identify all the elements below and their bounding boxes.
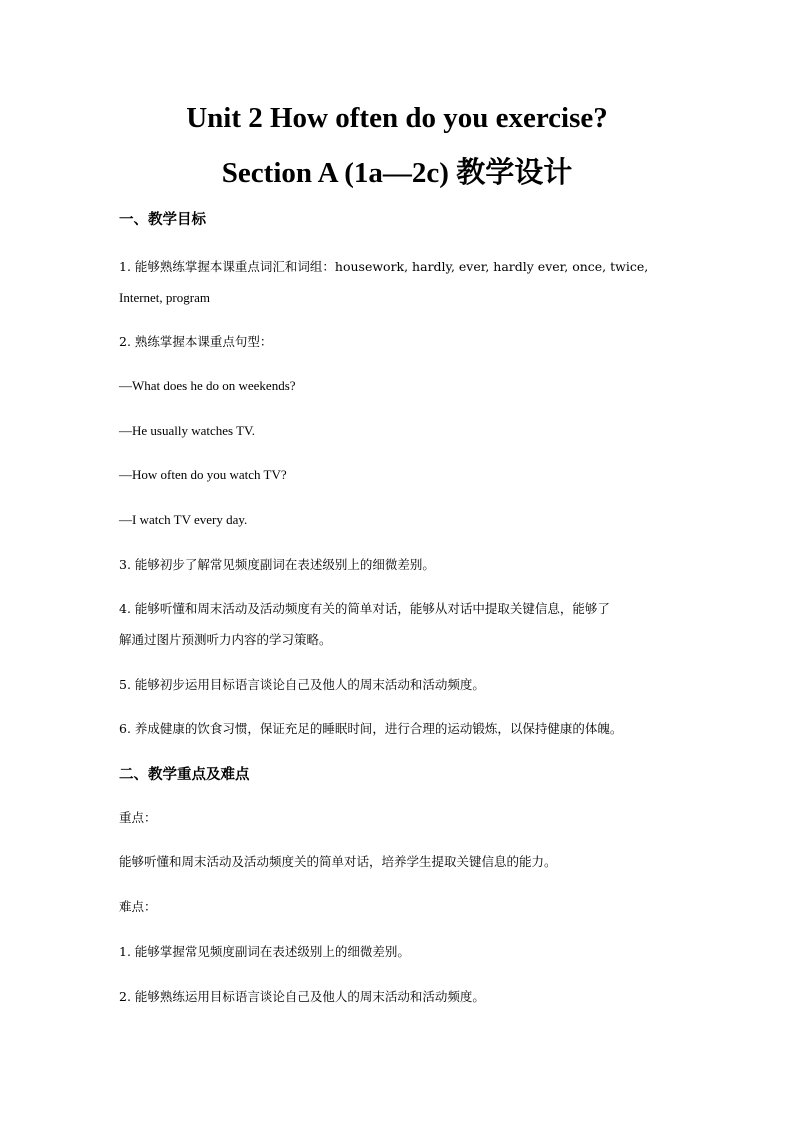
objective-5: 5. 能够初步运用目标语言谈论自己及他人的周末活动和活动频度。 — [119, 677, 485, 692]
difficult-point-1: 1. 能够掌握常见频度副词在表述级别上的细微差别。 — [119, 944, 410, 959]
difficult-point-label: 难点： — [119, 899, 157, 914]
objective-3: 3. 能够初步了解常见频度副词在表述级别上的细微差别。 — [119, 557, 435, 572]
objective-4-line-1: 4. 能够听懂和周末活动及活动频度有关的简单对话，能够从对话中提取关键信息，能够了 — [119, 601, 610, 616]
section-heading-key-points: 二、教学重点及难点 — [119, 766, 250, 783]
key-point-text: 能够听懂和周末活动及活动频度关的简单对话，培养学生提取关键信息的能力。 — [119, 854, 557, 869]
dialog-line-2: —He usually watches TV. — [119, 423, 255, 438]
objective-6: 6. 养成健康的饮食习惯，保证充足的睡眠时间，进行合理的运动锻炼，以保持健康的体魄。 — [119, 721, 623, 736]
section-heading-objectives: 一、教学目标 — [119, 211, 206, 228]
objective-1-line-1: 1. 能够熟练掌握本课重点词汇和词组：housework, hardly, ever, hardly ever, once, twice, — [119, 259, 649, 274]
key-point-label: 重点： — [119, 810, 157, 825]
dialog-line-1: —What does he do on weekends? — [119, 378, 296, 393]
dialog-line-4: —I watch TV every day. — [119, 512, 248, 527]
objective-4-line-2: 解通过图片预测听力内容的学习策略。 — [119, 632, 332, 647]
document-title: Unit 2 How often do you exercise? — [186, 102, 608, 134]
dialog-line-3: —How often do you watch TV? — [119, 467, 287, 482]
objective-1-line-2: Internet, program — [119, 290, 210, 305]
document-subtitle: Section A (1a—2c) 教学设计 — [221, 157, 573, 189]
objective-2: 2. 熟练掌握本课重点句型： — [119, 334, 273, 349]
difficult-point-2: 2. 能够熟练运用目标语言谈论自己及他人的周末活动和活动频度。 — [119, 989, 485, 1004]
